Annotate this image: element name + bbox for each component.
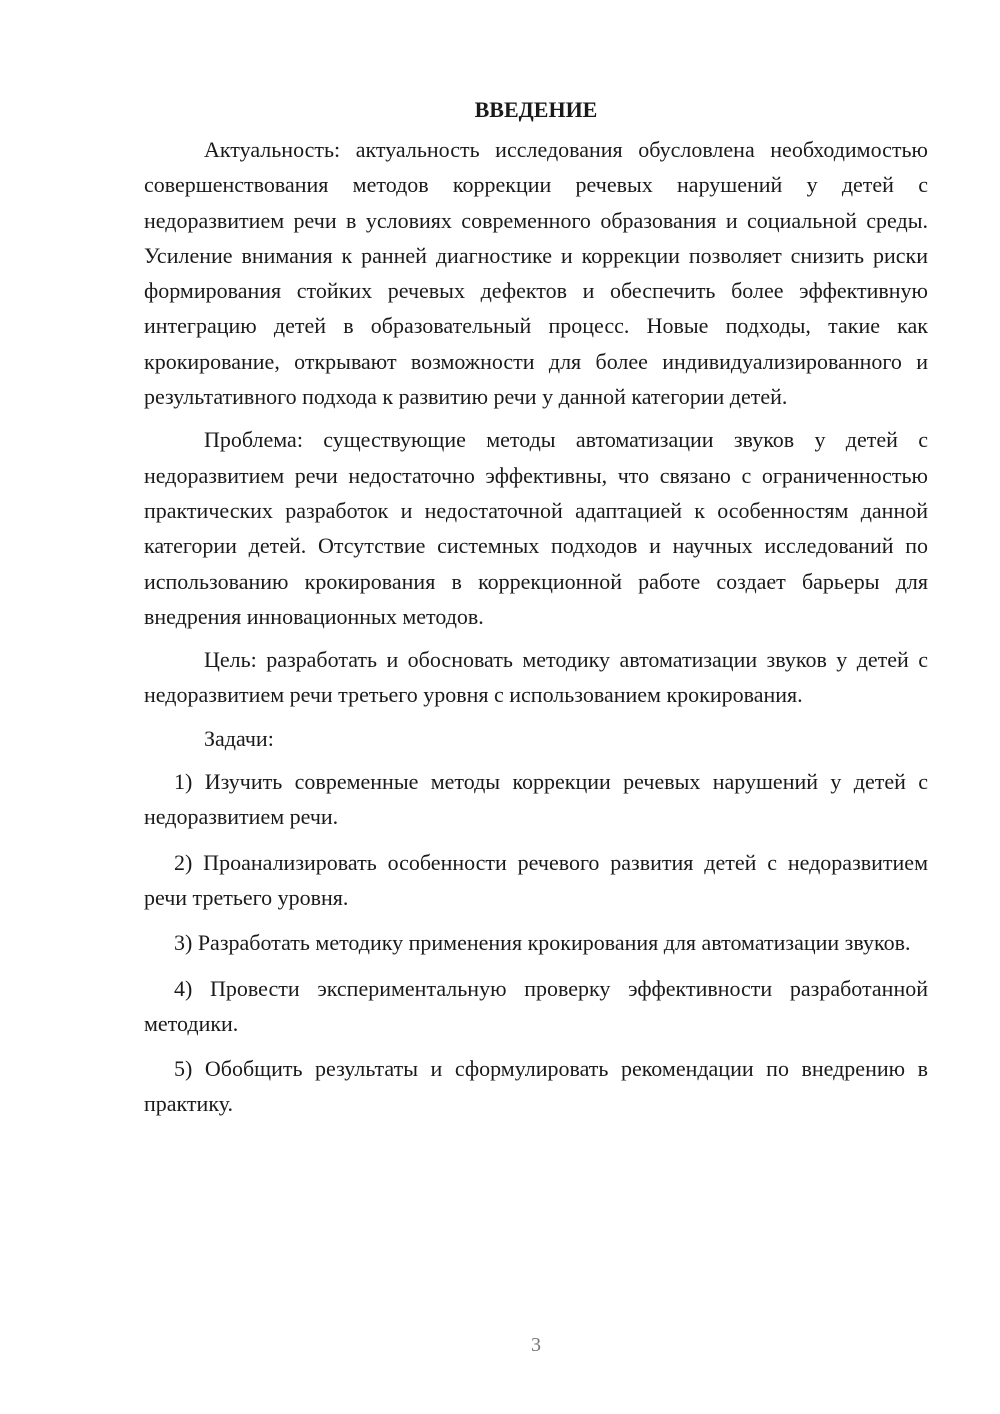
task-item: 5) Обобщить результаты и сформулировать рекомендации по внедрению в практику. bbox=[144, 1056, 928, 1117]
task-item: 4) Провести экспериментальную проверку эффективности разработанной методики. bbox=[144, 975, 928, 1036]
page-title: ВВЕДЕНИЕ bbox=[474, 97, 598, 122]
paragraph-problem: Проблема: существующие методы автоматизации звуков у детей с недоразвитием речи недостаточно эффективны, что связано с ограниченностью практических разработок и недостаточной адаптацией к особенностям данной категории детей. Отсутствие системных подходов и научных исследований по использованию крокирования в коррекционной работе создает барьеры для внедрения инновационных методов. bbox=[144, 427, 928, 629]
tasks-list bbox=[144, 764, 928, 1122]
task-item: 1) Изучить современные методы коррекции речевых нарушений у детей с недоразвитием речи. bbox=[144, 769, 928, 830]
document-page bbox=[144, 92, 928, 1132]
task-item: 3) Разработать методику применения крокирования для автоматизации звуков. bbox=[174, 930, 911, 956]
page-number: 3 bbox=[531, 1334, 541, 1356]
paragraph-relevance: Актуальность: актуальность исследования обусловлена необходимостью совершенствования методов коррекции речевых нарушений у детей с недоразвитием речи в условиях современного образования и социальной среды. Усиление внимания к ранней диагностике и коррекции позволяет снизить риски формирования стойких речевых дефектов и обеспечить более эффективную интеграцию детей в образовательный процесс. Новые подходы, такие как крокирование, открывают возможности для более индивидуализированного и результативного подхода к развитию речи у данной категории детей. bbox=[144, 137, 928, 410]
paragraph-goal: Цель: разработать и обосновать методику автоматизации звуков у детей с недоразвитием речи третьего уровня с использованием крокирования. bbox=[144, 647, 928, 708]
tasks-heading: Задачи: bbox=[204, 725, 274, 751]
task-item: 2) Проанализировать особенности речевого развития детей с недоразвитием речи третьего уровня. bbox=[144, 849, 928, 910]
